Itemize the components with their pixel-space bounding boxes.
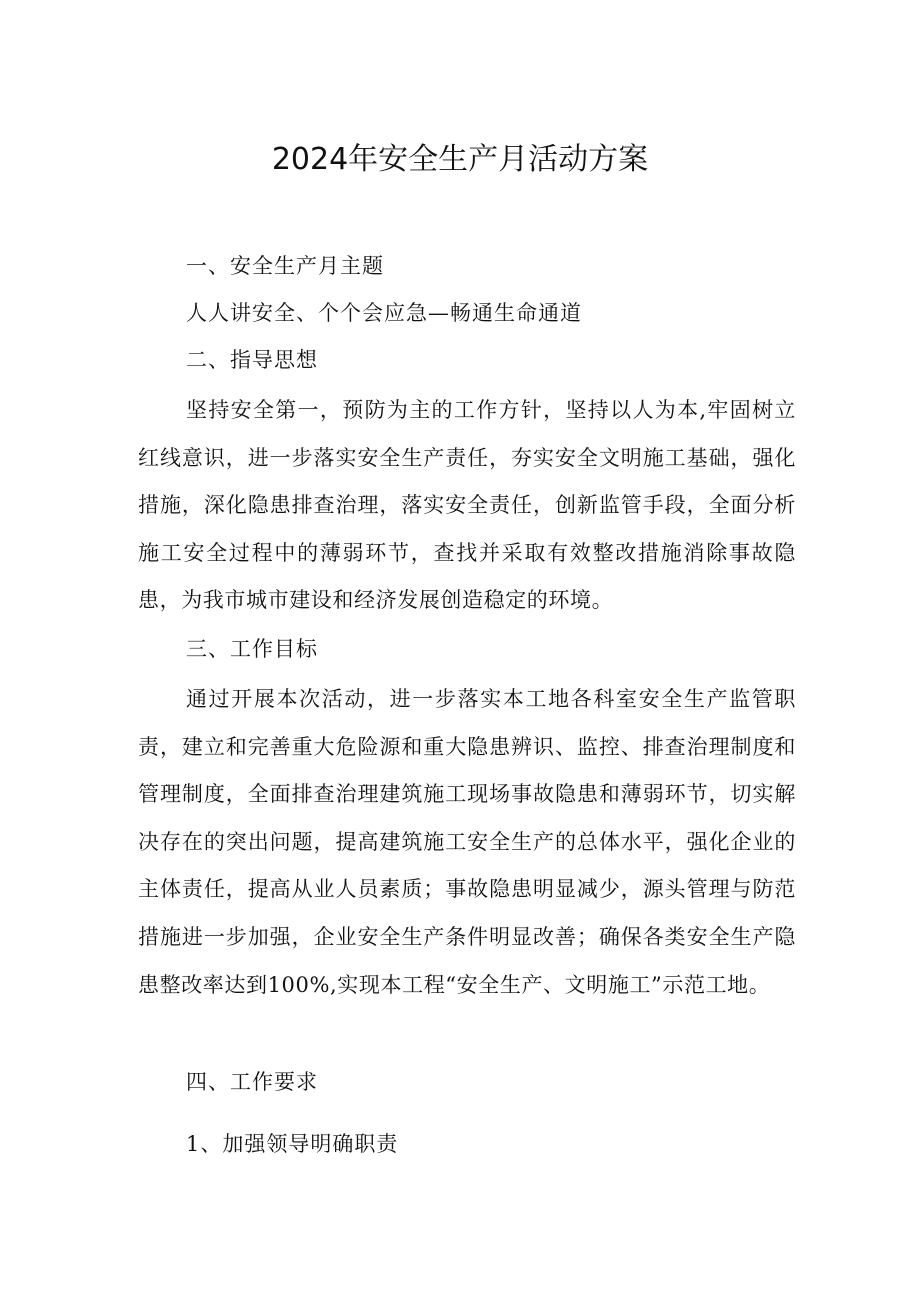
document-title: 2024年安全生产月活动方案 [271, 142, 649, 177]
section-heading-work-goals: 三、工作目标 [186, 637, 318, 661]
paragraph-guiding-ideology: 坚持安全第一，预防为主的工作方针，坚持以人为本,牢固树立红线意识，进一步落实安全生产责任，夯实安全文明施工基础，强化措施，深化隐患排查治理，落实安全责任，创新监管手段，全面分析施工安全过程中的薄弱环节，查找并采取有效整改措施消除事故隐患，为我市城市建设和经济发展创造稳定的环境。 [138, 398, 796, 613]
section-heading-guiding-ideology: 二、指导思想 [186, 348, 318, 372]
requirement-item-1: 1、加强领导明确职责 [186, 1132, 399, 1156]
paragraph-work-goals: 通过开展本次活动，进一步落实本工地各科室安全生产监管职责，建立和完善重大危险源和重大隐患辨识、监控、排查治理制度和管理制度，全面排查治理建筑施工现场事故隐患和薄弱环节，切实解决存在的突出问题，提高建筑施工安全生产的总体水平，强化企业的主体责任，提高从业人员素质；事故隐患明显减少，源头管理与防范措施进一步加强，企业安全生产条件明显改善；确保各类安全生产隐患整改率达到100%,实现本工程“安全生产、文明施工”示范工地。 [138, 687, 796, 997]
section-heading-work-requirements: 四、工作要求 [186, 1070, 318, 1094]
section-heading-theme: 一、安全生产月主题 [186, 254, 384, 278]
theme-text: 人人讲安全、个个会应急—畅通生命通道 [186, 301, 582, 325]
